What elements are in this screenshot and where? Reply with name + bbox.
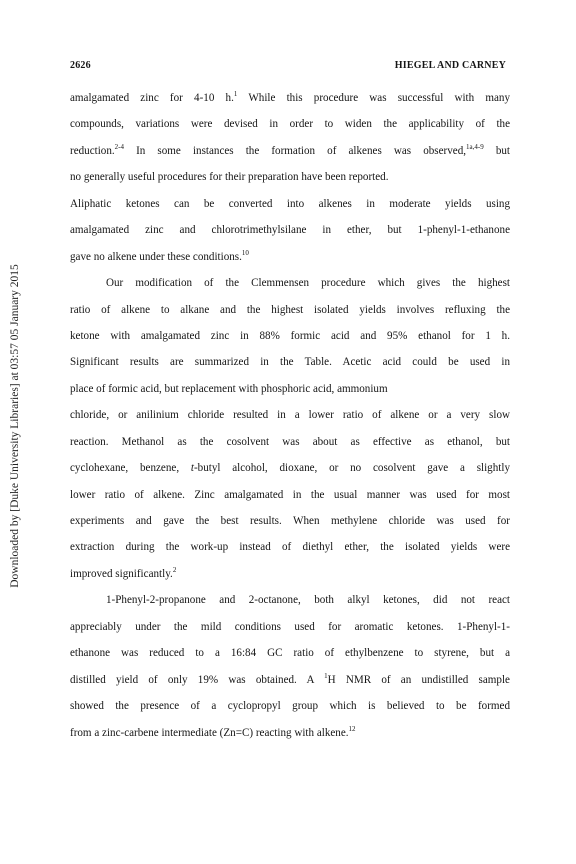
text-line-22: ethanone was reduced to a 16:84 GC ratio of ethylbenzene to styrene, but a: [70, 647, 510, 660]
running-head: HIEGEL AND CARNEY: [394, 60, 506, 71]
text-line-11: Significant results are summarized in the Table. Acetic acid could be used in: [70, 356, 510, 369]
text-line-7: gave no alkene under these conditions.$^{10}$: [70, 248, 249, 263]
text-line-4: no generally useful procedures for their preparation have been reported.: [70, 171, 389, 184]
text-line-1: amalgamated zinc for 4-10 h.$^1$ While this procedure was successful with many: [70, 90, 510, 104]
text-line-13: chloride, or anilinium chloride resulted in a lower ratio of alkene or a very slow: [70, 409, 510, 422]
download-watermark-text: Downloaded by [Duke University Libraries] at 03:57 05 January 2015: [9, 264, 21, 588]
text-line-21: appreciably under the mild conditions used for aromatic ketones. 1-Phenyl-1-: [70, 620, 510, 633]
text-line-6: amalgamated zinc and chlorotrimethylsilane in ether, but 1-phenyl-1-ethanone: [70, 224, 510, 237]
text-line-25: from a zinc-carbene intermediate (Zn=C) reacting with alkene.$^{12}$: [70, 724, 356, 739]
text-line-20: 1-Phenyl-2-propanone and 2-octanone, both alkyl ketones, did not react: [106, 594, 510, 607]
text-line-3: reduction.$^{2-4}$ In some instances the formation of alkenes was observed,$^{1a,4-9}$ but: [70, 142, 510, 157]
text-line-2: compounds, variations were devised in order to widen the applicability of the: [70, 118, 510, 131]
text-line-18: extraction during the work-up instead of diethyl ether, the isolated yields were: [70, 541, 510, 554]
text-line-5: Aliphatic ketones can be converted into alkenes in moderate yields using: [70, 197, 510, 210]
text-line-23: distilled yield of only 19% was obtained. A $^1$H NMR of an undistilled sample: [70, 671, 510, 686]
text-line-10: ketone with amalgamated zinc in 88% formic acid and 95% ethanol for 1 h.: [70, 329, 510, 342]
text-line-17: experiments and gave the best results. When methylene chloride was used for: [70, 515, 510, 527]
text-line-8: Our modification of the Clemmensen procedure which gives the highest: [106, 277, 510, 290]
page-number: 2626: [70, 60, 91, 71]
text-line-24: showed the presence of a cyclopropyl group which is believed to be formed: [70, 700, 510, 713]
text-line-16: lower ratio of alkene. Zinc amalgamated in the usual manner was used for most: [70, 488, 510, 501]
body-text: [70, 85, 510, 746]
text-line-14: reaction. Methanol as the cosolvent was about as effective as ethanol, but: [70, 435, 510, 448]
text-line-19: improved significantly.$^2$: [70, 565, 177, 580]
text-line-15: cyclohexane, benzene, t-butyl alcohol, dioxane, or no cosolvent gave a slightly: [70, 462, 510, 475]
text-line-12: place of formic acid, but replacement with phosphoric acid, ammonium: [70, 382, 388, 395]
text-line-9: ratio of alkene to alkane and the highest isolated yields involves refluxing the: [70, 303, 510, 316]
